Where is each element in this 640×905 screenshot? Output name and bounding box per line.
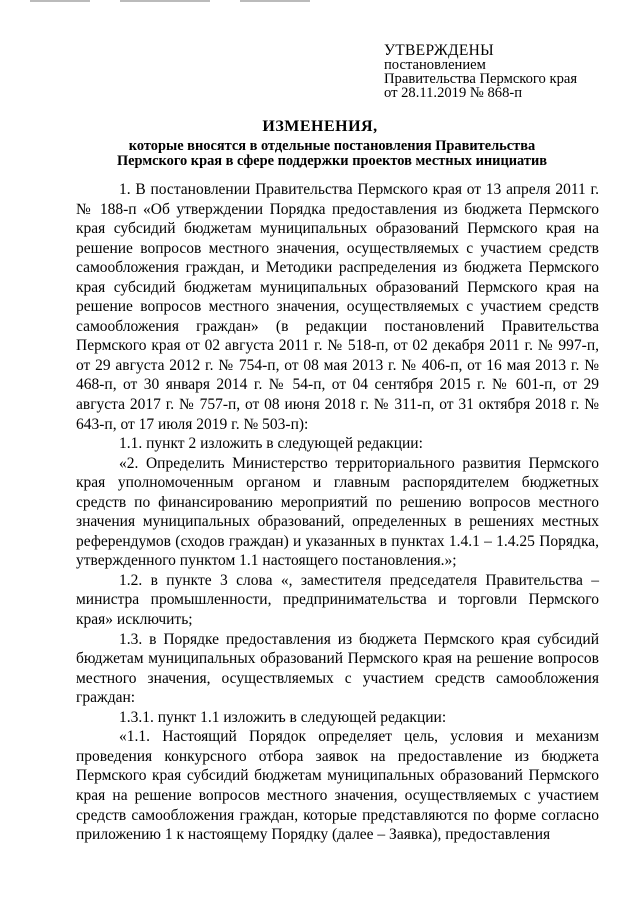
paragraph-1-1: 1.1. пункт 2 изложить в следующей редакции:: [119, 435, 423, 453]
paragraph-clause-1-1: «1.1. Настоящий Порядок определяет цель, условия и механизм проведения конкурсного отбора заявок на предоставление из бюджета Пермского края субсидий бюджетам муниципальных образований Пермского края на решение вопросов местного значения, осуществляемых с участием средств самообложения граждан, которые представляются по форме согласно приложению 1 к настоящему Порядку (далее – Заявка), предоставления: [76, 728, 599, 844]
document-subtitle: [100, 139, 564, 169]
approval-line-3: от 28.11.2019 № 868-п: [384, 85, 523, 101]
document-body: [76, 180, 599, 845]
paragraph-1-2: 1.2. в пункте 3 слова «, заместителя председателя Правительства – министра промышленности, предпринимательства и торговли Пермского края» исключить;: [76, 571, 599, 629]
document-title: ИЗМЕНЕНИЯ,: [262, 118, 378, 135]
subtitle-line-2: Пермского края в сфере поддержки проектов местных инициатив: [116, 153, 548, 169]
paragraph-1-3: 1.3. в Порядке предоставления из бюджета Пермского края субсидий бюджетам муниципальных образований Пермского края на решение вопросов местного значения, осуществляемых с участием средств самообложения граждан:: [76, 630, 599, 707]
subtitle-line-1: которые вносятся в отдельные постановления Правительства: [128, 138, 536, 154]
approval-title: УТВЕРЖДЕНЫ: [384, 42, 494, 59]
approval-line-1: постановлением: [384, 57, 486, 73]
paragraph-clause-2: «2. Определить Министерство территориального развития Пермского края уполномоченным органом и главным распорядителем бюджетных средств по финансированию мероприятий по решению вопросов местного значения муниципальных образований, определенных в решениях местных референдумов (сходов граждан) и указанных в пунктах 1.4.1 – 1.4.25 Порядка, утвержденного пунктом 1.1 настоящего постановления.»;: [76, 454, 599, 570]
approval-stamp: [384, 44, 624, 100]
paragraph-1-3-1: 1.3.1. пункт 1.1 изложить в следующей редакции:: [119, 708, 447, 726]
approval-line-2: Правительства Пермского края: [384, 71, 578, 87]
paragraph-1: 1. В постановлении Правительства Пермского края от 13 апреля 2011 г. № 188-п «Об утверждении Порядка предоставления из бюджета Пермского края субсидий бюджетам муниципальных образований Пермского края на решение вопросов местного значения, осуществляемых с участием средств самообложения граждан, и Методики распределения из бюджета Пермского края субсидий бюджетам муниципальных образований Пермского края на решение вопросов местного значения, осуществляемых с участием средств самообложения граждан» (в редакции постановлений Правительства Пермского края от 02 августа 2011 г. № 518-п, от 02 декабря 2011 г. № 997-п, от 29 августа 2012 г. № 754-п, от 08 мая 2013 г. № 406-п, от 16 мая 2013 г. № 468-п, от 30 января 2014 г. № 54-п, от 04 сентября 2015 г. № 601-п, от 29 августа 2017 г. № 757-п, от 08 июня 2018 г. № 311-п, от 31 октября 2018 г. № 643-п, от 17 июля 2019 г. № 503-п):: [76, 181, 599, 433]
top-edge-artifact: [0, 0, 640, 4]
